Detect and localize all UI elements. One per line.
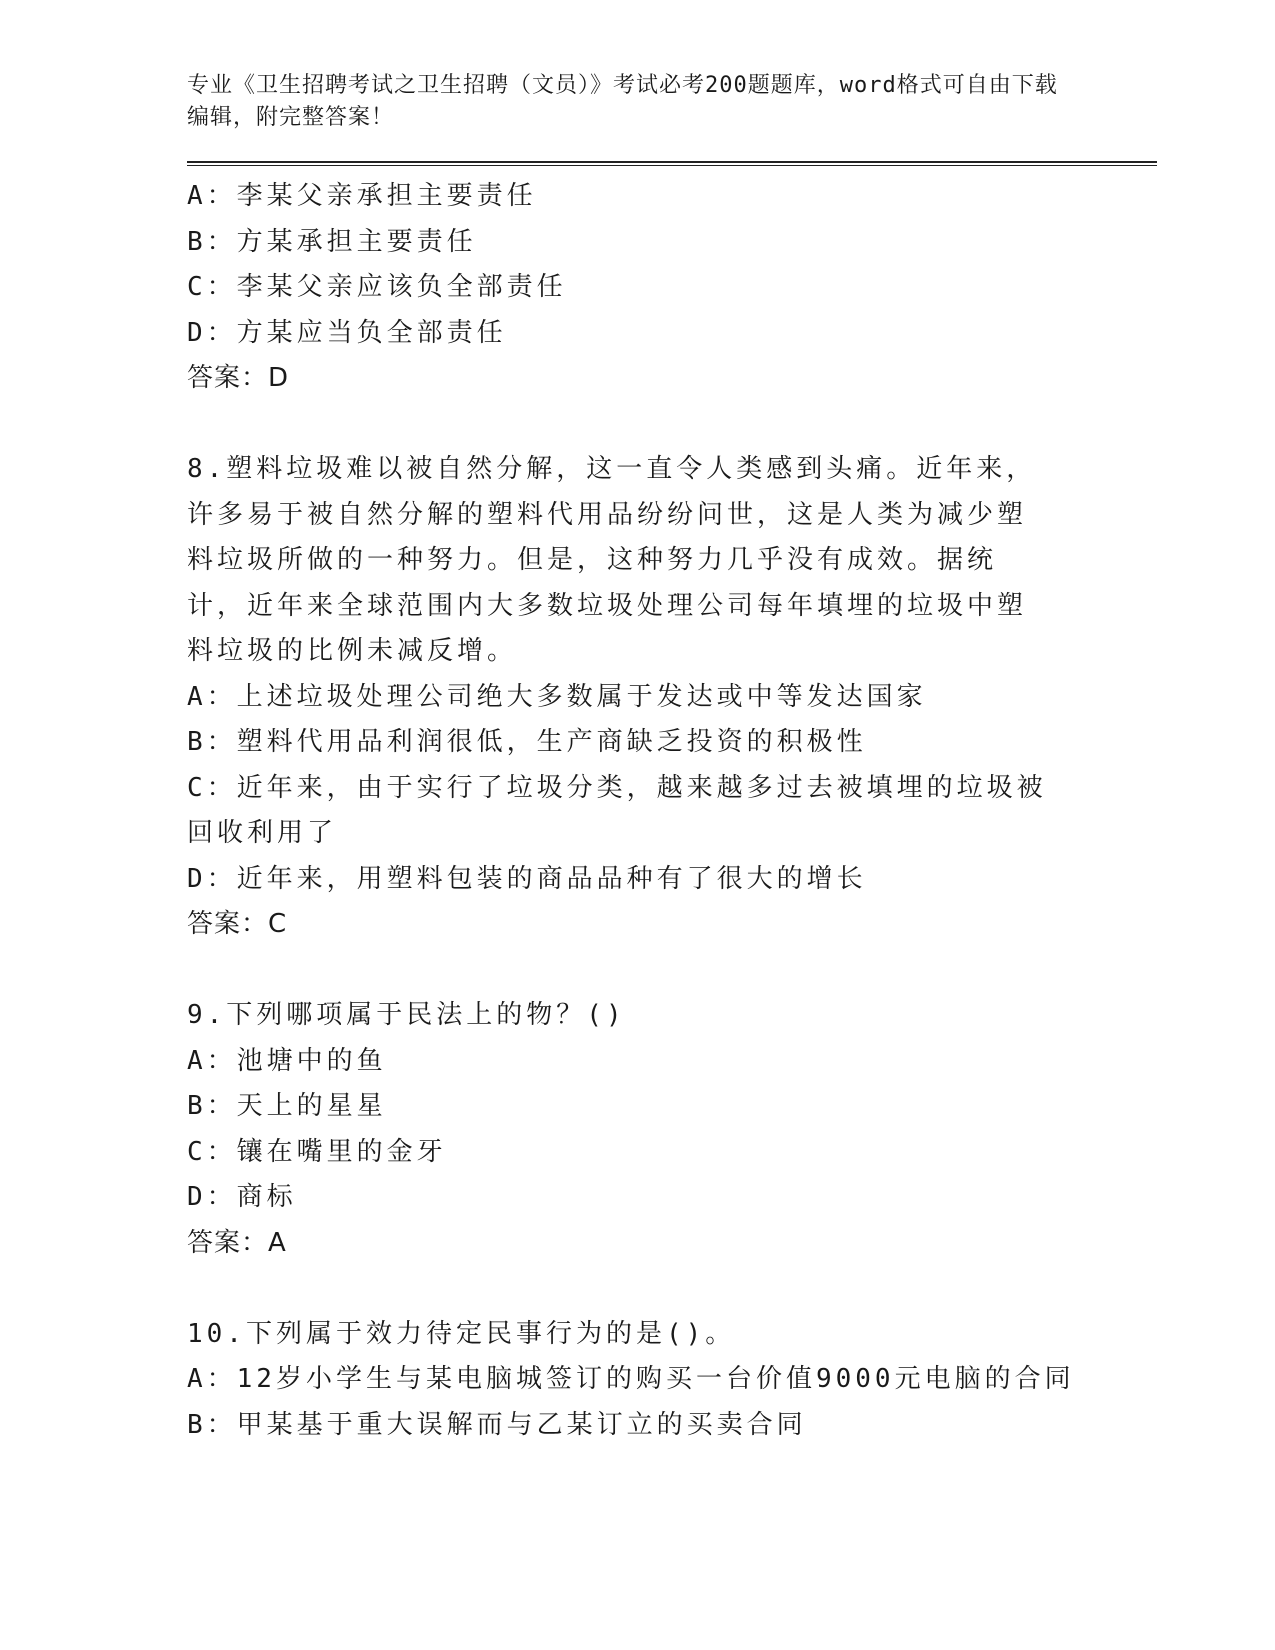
answer-line: 答案：A <box>187 1227 287 1258</box>
question-9 <box>187 993 1157 1266</box>
option-a: A：上述垃圾处理公司绝大多数属于发达或中等发达国家 <box>187 681 927 712</box>
document-page <box>187 70 1157 1448</box>
option-b: B：塑料代用品利润很低，生产商缺乏投资的积极性 <box>187 727 867 757</box>
answer-line: 答案：C <box>187 909 288 939</box>
option-c: C：近年来，由于实行了垃圾分类，越来越多过去被填埋的垃圾被回收利用了 <box>187 772 1047 848</box>
option-d: D：近年来，用塑料包装的商品品种有了很大的增长 <box>187 863 867 894</box>
header-divider <box>187 161 1157 166</box>
spacer <box>187 1266 1157 1312</box>
question-stem: 10.下列属于效力待定民事行为的是()。 <box>187 1318 736 1349</box>
spacer <box>187 948 1157 994</box>
option-c: C：镶在嘴里的金牙 <box>187 1136 447 1167</box>
question-8 <box>187 447 1157 948</box>
option-a: A：李某父亲承担主要责任 <box>187 181 537 211</box>
option-b: B：天上的星星 <box>187 1091 387 1121</box>
spacer <box>187 402 1157 448</box>
question-10 <box>187 1312 1157 1449</box>
question-stem: 8.塑料垃圾难以被自然分解，这一直令人类感到头痛。近年来，许多易于被自然分解的塑料代用品纷纷问世，这是人类为减少塑料垃圾所做的一种努力。但是，这种努力几乎没有成效。据统计，近年来全球范围内大多数垃圾处理公司每年填埋的垃圾中塑料垃圾的比例未减反增。 <box>187 454 1037 666</box>
document-header: 专业《卫生招聘考试之卫生招聘（文员）》考试必考200题题库，word格式可自由下载编辑，附完整答案！ <box>187 73 1058 130</box>
question-content <box>187 174 1157 1448</box>
question-7 <box>187 174 1157 402</box>
option-a: A：池塘中的鱼 <box>187 1045 387 1076</box>
option-b: B：甲某基于重大误解而与乙某订立的买卖合同 <box>187 1409 807 1440</box>
answer-line: 答案：D <box>187 363 290 393</box>
option-d: D：方某应当负全部责任 <box>187 317 507 348</box>
question-stem: 9.下列哪项属于民法上的物？() <box>187 1000 626 1030</box>
option-c: C：李某父亲应该负全部责任 <box>187 272 567 302</box>
option-a: A：12岁小学生与某电脑城签订的购买一台价值9000元电脑的合同 <box>187 1364 1075 1394</box>
option-b: B：方某承担主要责任 <box>187 226 477 257</box>
option-d: D：商标 <box>187 1182 297 1212</box>
